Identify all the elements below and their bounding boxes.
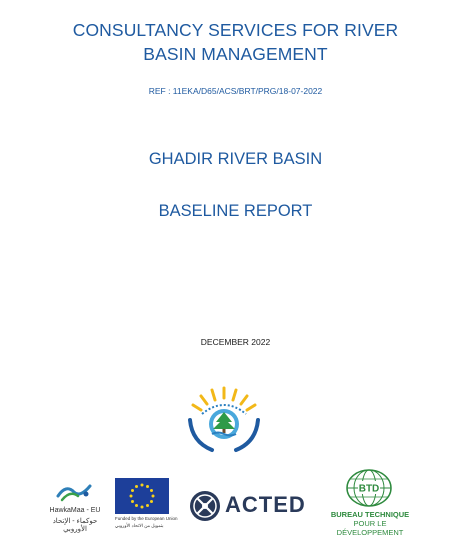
- acted-wordmark: ACTED: [225, 492, 306, 517]
- btd-name-line-2: POUR LE DÉVELOPPEMENT: [336, 519, 404, 537]
- reference-number: REF : 11EKA/D65/ACS/BRT/PRG/18-07-2022: [148, 86, 323, 96]
- eu-flag-icon: [115, 478, 169, 514]
- btd-emblem-icon: [345, 468, 393, 508]
- acted-logo: [189, 490, 309, 524]
- basin-name: GHADIR RIVER BASIN: [148, 150, 323, 168]
- acted-emblem-icon: [189, 490, 221, 522]
- btd-name-line-1: BUREAU TECHNIQUE: [330, 510, 410, 519]
- hawkamaa-logo-icon: [56, 480, 92, 502]
- hawkamaa-name: HawkaMaa - EU: [49, 507, 101, 514]
- report-date: DECEMBER 2022: [200, 337, 271, 347]
- eu-funding-logo: [115, 478, 178, 534]
- eu-caption-arabic: بتمويل من الاتحاد الأوروبي: [115, 523, 164, 528]
- hawkamaa-arabic: حوكماء - الإتحاد الأوروبي: [52, 518, 98, 533]
- report-title: [0, 18, 471, 66]
- report-type: BASELINE REPORT: [158, 202, 313, 220]
- svg-text:BTD: BTD: [358, 483, 380, 495]
- hawkamaa-logo: [40, 480, 110, 533]
- title-line-1: CONSULTANCY SERVICES FOR RIVER: [72, 20, 399, 40]
- ministry-energy-water-logo-icon: [182, 384, 266, 456]
- eu-caption: Funded by the European Union: [115, 516, 178, 521]
- btd-logo: [320, 468, 420, 537]
- title-line-2: BASIN MANAGEMENT: [143, 44, 328, 64]
